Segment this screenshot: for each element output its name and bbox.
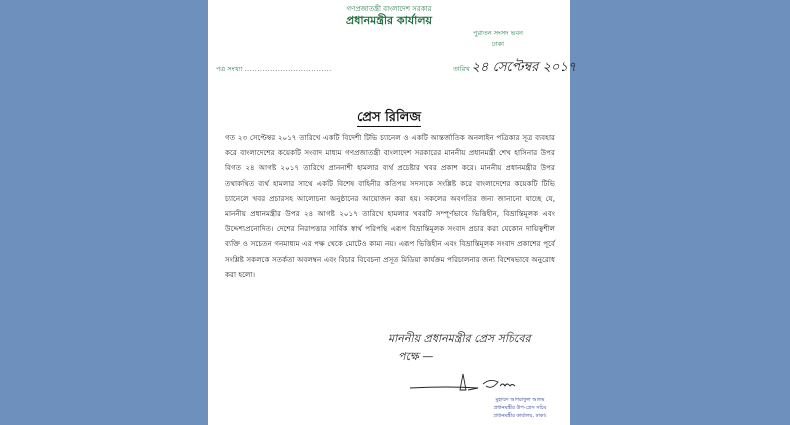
signer-office: প্রধানমন্ত্রীর কার্যালয়, ঢাকা। <box>493 413 547 419</box>
date-value: ২৪ সেপ্টেম্বর ২০১৭ <box>471 60 577 75</box>
signer-designation: প্রধানমন্ত্রীর উপ-প্রেস সচিব <box>493 405 547 411</box>
office-name: প্রধানমন্ত্রীর কার্যালয় <box>346 14 432 27</box>
press-release-document <box>208 0 577 425</box>
memo-label: পত্র সংখ্যা <box>216 65 243 73</box>
title-text: প্রেস রিলিজ <box>357 110 421 125</box>
document-title <box>208 108 570 129</box>
date-field <box>453 58 576 79</box>
memo-dots: .................................. <box>244 65 332 73</box>
signer-block <box>470 396 570 420</box>
memo-number <box>216 64 332 75</box>
date-label: তারিখ <box>453 65 470 73</box>
handwritten-line-1: মাননীয় প্রধানমন্ত্রীর প্রেস সচিবের <box>388 332 531 345</box>
body-text: গত ২৩ সেপ্টেম্বর ২০১৭ তারিখে একটি বিদেশী টিভি চ্যানেল ও একটি আন্তর্জাতিক অনলাইন পত্রিকার সূত্র ব্যবহার করে বাংলাদেশের কয়েকটি সংবাদ মাধ্যম গণপ্রজাতন্ত্রী বাংলাদেশ সরকারের মাননীয় প্রধানমন্ত্রী শেখ হাসিনার উপর বিগত ২৪ আগষ্ট ২০১৭ তারিখে প্রাননাশী হামলার ব্যর্থ প্রচেষ্টার খবর প্রকাশ করে। মাননীয় প্রধানমন্ত্রীর উপর তথাকথিত ব্যর্থ হামলার সাথে একটি বিশেষ বাহিনীর কতিপয় সদস্যকে সংশ্লিষ্ট করে বাংলাদেশের কয়েকটি টিভি চ্যানেলে খবর প্রচারসহ আলোচনা অনুষ্ঠানের আয়োজন করা হয়। সকলের অবগতির জন্য জানানো যাচ্ছে যে, মাননীয় প্রধানমন্ত্রীর উপর ২৪ আগষ্ট ২০১৭ তারিখে হামলার খবরটি সম্পূর্ণভাবে ভিত্তিহীন, বিভ্রান্তিমূলক এবং উদ্দেশ্যপ্রনোদিত। দেশের নিরাপত্তার সার্বিক স্বার্থ পরিপন্থি এরূপ বিভ্রান্তিমূলক সংবাদ প্রচার করা যেকোন দায়িত্বশীল ব্যক্তি ও সচেতন গনমাধ্যম এর পক্ষ থেকে মোটেও কাম্য নয়। এরূপ ভিত্তিহীন এবং বিভ্রান্তিমূলক সংবাদ প্রকাশের পূর্বে সংশ্লিষ্ট সকলকে সতর্কতা অবলম্বন এবং বিচার বিবেচনা প্রসূত মিডিয়া কার্যক্রম পরিচালনার জন্য বিশেষভাবে অনুরোধ করা হলো। <box>225 133 555 279</box>
signature-icon <box>408 370 538 395</box>
government-name: গণপ্রজাতন্ত্রী বাংলাদেশ সরকার <box>346 5 432 13</box>
address-line-2: ঢাকা <box>492 40 504 48</box>
signer-name: মুহাম্মদ আশরাফুল আলম <box>495 397 545 403</box>
handwritten-line-2: পক্ষে — <box>398 350 434 363</box>
address-line-1: পুরাতন সংসদ ভবন <box>473 29 523 37</box>
